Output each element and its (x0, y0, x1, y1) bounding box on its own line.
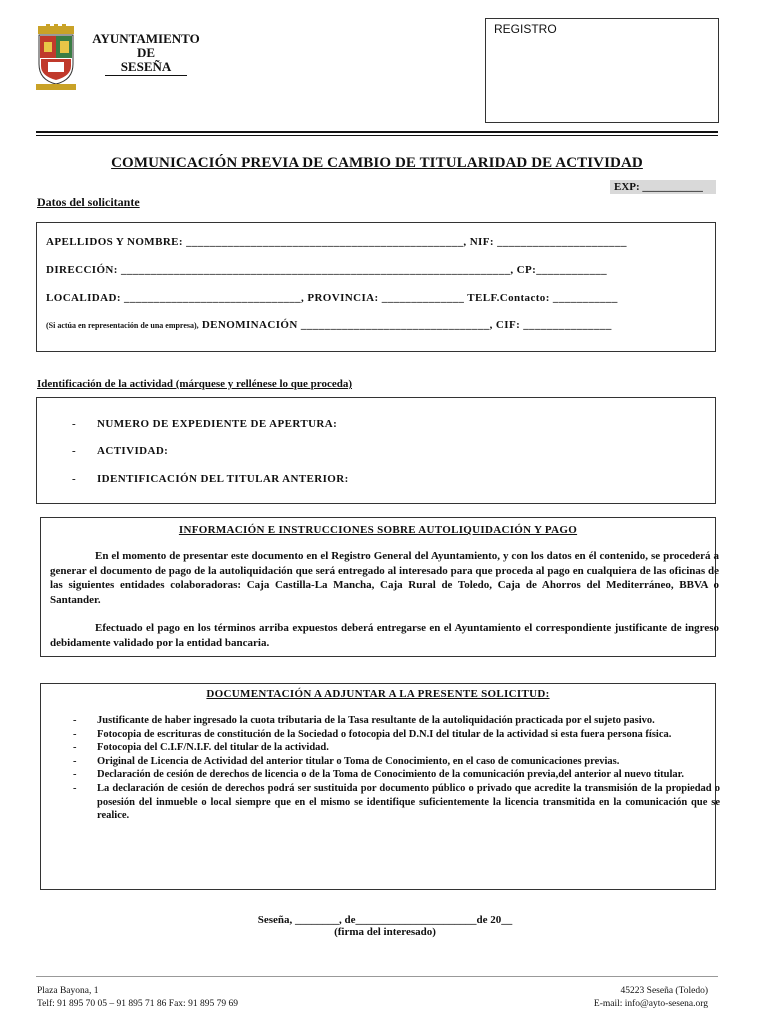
payment-info-title: INFORMACIÓN E INSTRUCCIONES SOBRE AUTOLIQUIDACIÓN Y PAGO (178, 524, 578, 536)
footer-postal: 45223 Seseña (Toledo) (620, 986, 708, 996)
activity-item-titular-anterior[interactable]: - IDENTIFICACIÓN DEL TITULAR ANTERIOR: (72, 473, 349, 485)
payment-info-paragraph-2: Efectuado el pago en los términos arriba expuestos deberá entregarse en el Ayuntamiento el correspondiente justificante de ingreso debidamente validado por la entidad bancaria. (50, 622, 719, 649)
footer-address (37, 985, 238, 1011)
list-item: - Fotocopia del C.I.F/N.I.F. del titular de la actividad. (72, 741, 720, 755)
list-item: - La declaración de cesión de derechos podrá ser sustituida por documento público o privado que acredite la transmisión de la propiedad o posesión del inmueble o local siempre que en el mismo se identifique suficientemente la licencia transmitida en la comunicación que se realice. (72, 782, 720, 823)
applicant-company-line[interactable] (46, 319, 612, 331)
exp-field[interactable]: EXP: ___________ (610, 180, 716, 194)
activity-item-label: IDENTIFICACIÓN DEL TITULAR ANTERIOR: (97, 473, 349, 485)
payment-info-paragraph-1: En el momento de presentar este documento en el Registro General del Ayuntamiento, y con los datos en él contenido, se procederá a generar el documento de pago de la autoliquidación que será entregado al interesado para que proceda al pago en cualquiera de las oficinas de las siguientes entidades colaboradoras: Caja Castilla-La Mancha, Caja Rural de Toledo, Caja de Ahorros del Mediterráneo, BBVA o Santander. (50, 550, 719, 606)
municipality-line-3: SESEÑA (105, 60, 188, 76)
documentation-heading: DOCUMENTACIÓN A ADJUNTAR A LA PRESENTE SOLICITUD: (206, 688, 550, 700)
footer-phones: Telf: 91 895 70 05 – 91 895 71 86 Fax: 91 895 79 69 (37, 999, 238, 1009)
header-divider (36, 131, 718, 133)
documentation-list (72, 714, 720, 823)
document-title: COMUNICACIÓN PREVIA DE CAMBIO DE TITULARIDAD DE ACTIVIDAD (111, 155, 643, 171)
signature-block (0, 914, 770, 938)
applicant-name-nif-line[interactable]: APELLIDOS Y NOMBRE: _______________________________________________, NIF: ______________________ (46, 236, 627, 248)
activity-item-expediente[interactable]: - NUMERO DE EXPEDIENTE DE APERTURA: (72, 418, 338, 430)
footer-email: E-mail: info@ayto-sesena.org (593, 999, 708, 1009)
municipality-name (78, 32, 214, 76)
company-denomination-field[interactable]: DENOMINACIÓN ________________________________, CIF: _______________ (198, 319, 612, 331)
applicant-section-heading: Datos del solicitante (37, 195, 140, 209)
activity-section-heading: Identificación de la actividad (márquese y rellénese lo que proceda) (37, 378, 353, 390)
activity-item-label: NUMERO DE EXPEDIENTE DE APERTURA: (97, 418, 338, 430)
header-divider-thin (36, 135, 718, 136)
applicant-locality-line[interactable]: LOCALIDAD: ______________________________, PROVINCIA: ______________ TELF.Contacto: ___________ (46, 292, 618, 304)
activity-item-actividad[interactable]: - ACTIVIDAD: (72, 445, 169, 457)
footer-contact (594, 985, 708, 1011)
list-item: - Original de Licencia de Actividad del anterior titular o Toma de Conocimiento, en el caso de comunicaciones previas. (72, 755, 720, 769)
signature-caption: (firma del interesado) (334, 926, 436, 938)
municipality-line-1: AYUNTAMIENTO (92, 31, 200, 46)
signature-date-line[interactable]: Seseña, ________, de______________________de 20__ (257, 914, 513, 926)
registro-label: REGISTRO (494, 22, 557, 36)
footer-divider (36, 976, 718, 977)
list-item: - Justificante de haber ingresado la cuota tributaria de la Tasa resultante de la autoliquidación practicada por el sujeto pasivo. (72, 714, 720, 728)
coat-of-arms-logo (36, 24, 76, 90)
municipality-line-2: DE (136, 45, 156, 60)
footer-street: Plaza Bayona, 1 (37, 986, 99, 996)
applicant-address-line[interactable]: DIRECCIÓN: __________________________________________________________________, CP:____________ (46, 264, 608, 276)
representation-note: (Si actúa en representación de una empresa), (46, 321, 199, 330)
list-item: - Declaración de cesión de derechos de licencia o de la Toma de Conocimiento de la comunicación previa,del anterior al nuevo titular. (72, 768, 720, 782)
activity-item-label: ACTIVIDAD: (97, 445, 169, 457)
list-item: - Fotocopia de escrituras de constitución de la Sociedad o fotocopia del D.N.I del titular de la actividad si esta fuera persona física. (72, 728, 720, 742)
